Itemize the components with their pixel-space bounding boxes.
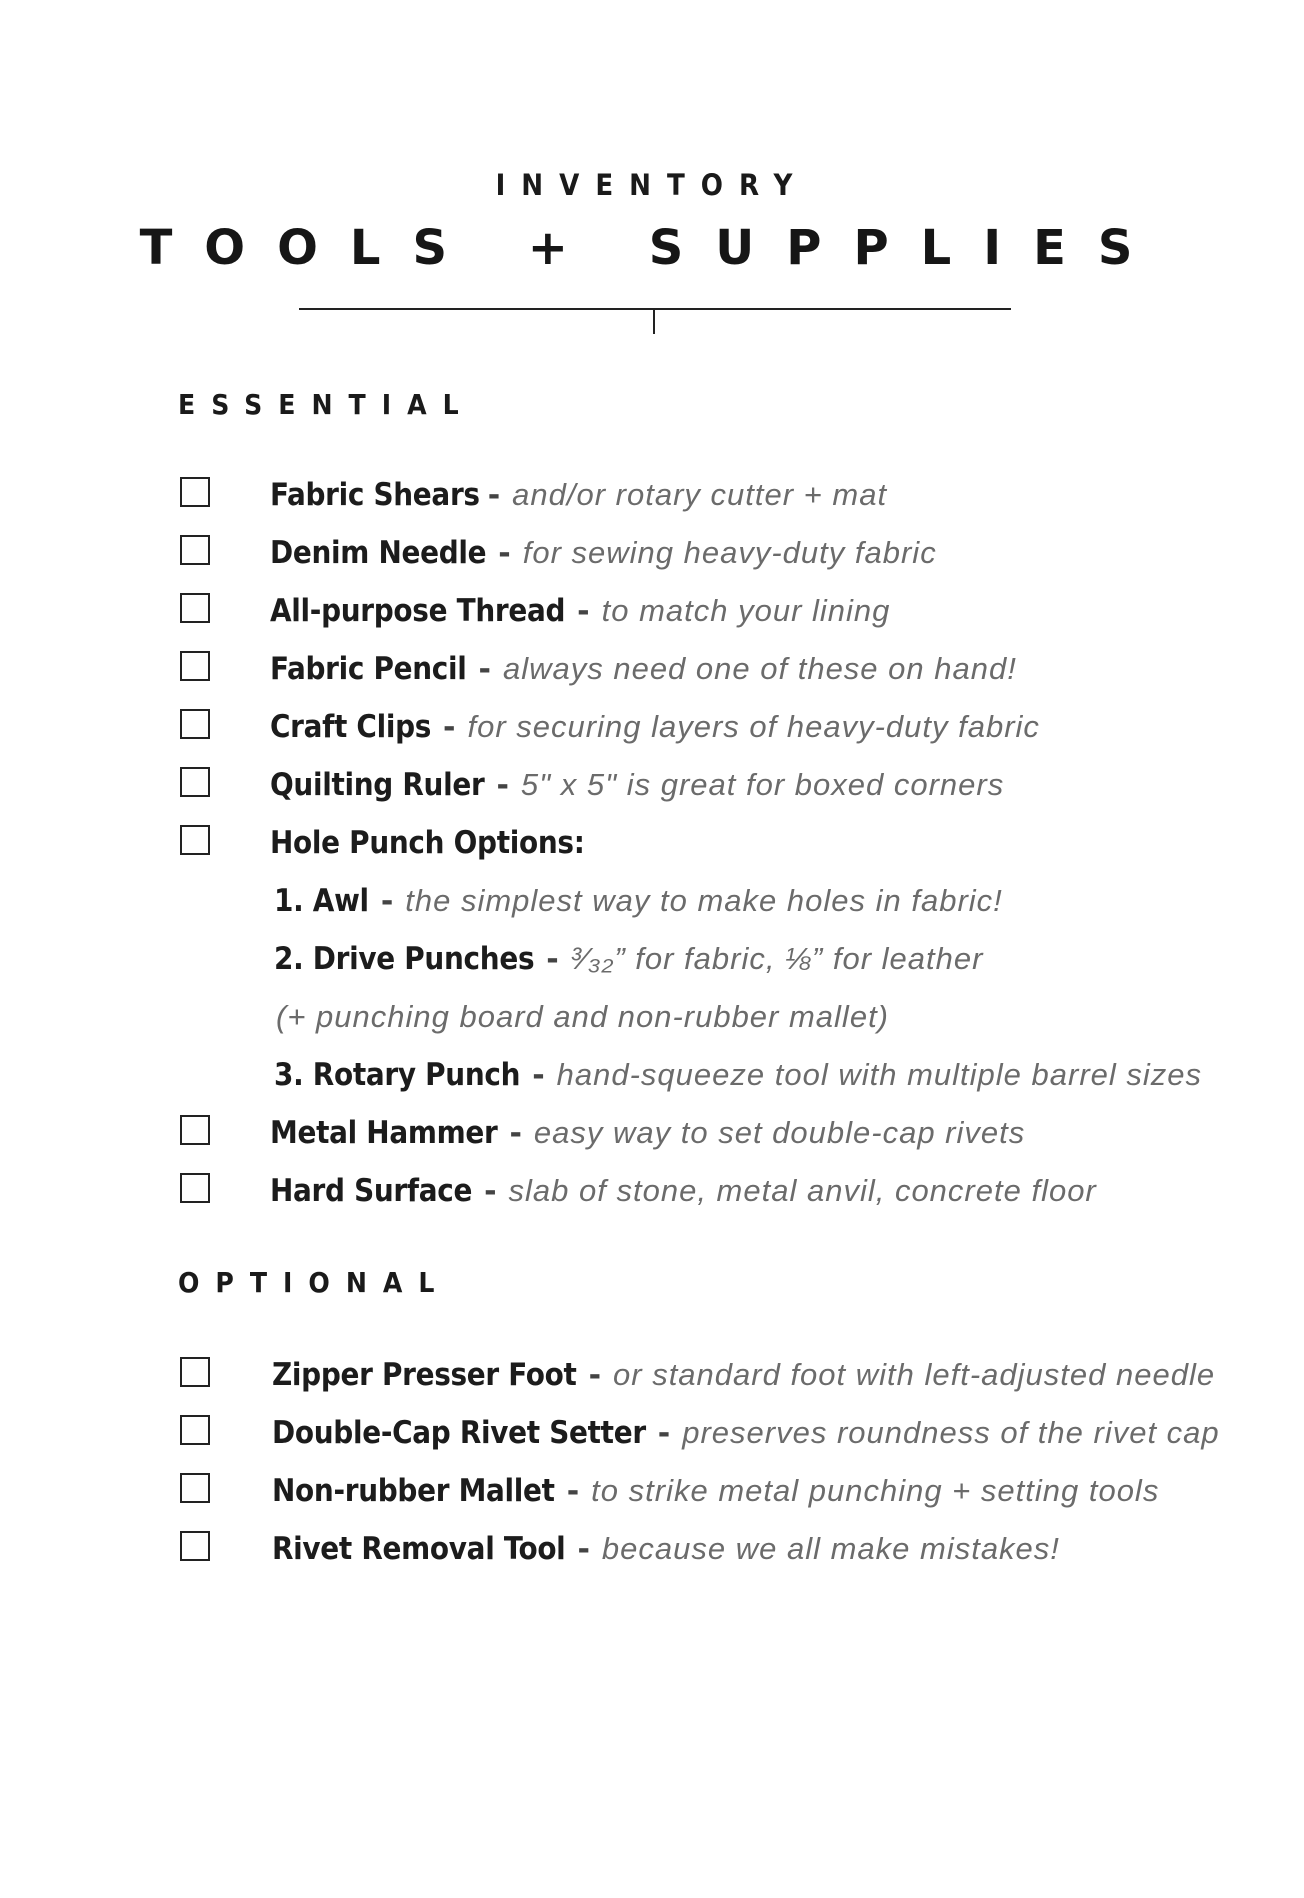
item-description: to match your lining bbox=[601, 593, 891, 628]
sub-item bbox=[0, 1054, 1304, 1106]
item-name: Metal Hammer bbox=[270, 1115, 498, 1151]
item-text bbox=[270, 474, 887, 516]
item-text bbox=[274, 938, 983, 980]
checkbox[interactable] bbox=[180, 1415, 210, 1445]
checkbox[interactable] bbox=[180, 1173, 210, 1203]
checklist-item bbox=[0, 706, 1304, 758]
item-description: because we all make mistakes! bbox=[601, 1531, 1060, 1566]
item-separator: - bbox=[380, 884, 394, 919]
item-separator: - bbox=[509, 1116, 522, 1151]
item-name: Quilting Ruler bbox=[270, 767, 485, 803]
checkbox[interactable] bbox=[180, 1473, 210, 1503]
checkbox[interactable] bbox=[180, 651, 210, 681]
checkbox[interactable] bbox=[180, 1531, 210, 1561]
item-separator: - bbox=[443, 710, 456, 745]
item-name: Craft Clips bbox=[270, 709, 432, 745]
checkbox[interactable] bbox=[180, 477, 210, 507]
item-separator: - bbox=[577, 1532, 590, 1567]
item-separator: - bbox=[478, 652, 491, 687]
item-text bbox=[272, 1412, 1220, 1454]
checkbox[interactable] bbox=[180, 1115, 210, 1145]
item-description: for securing layers of heavy-duty fabric bbox=[467, 709, 1040, 744]
checkbox[interactable] bbox=[180, 1357, 210, 1387]
item-text bbox=[272, 1528, 1060, 1570]
title-divider-tick bbox=[653, 309, 655, 334]
section-heading-optional: OPTIONAL bbox=[178, 1266, 451, 1299]
item-name: 2. Drive Punches bbox=[274, 941, 535, 977]
item-name: Double-Cap Rivet Setter bbox=[272, 1415, 646, 1451]
item-text bbox=[276, 996, 889, 1037]
item-name: Non-rubber Mallet bbox=[272, 1473, 555, 1509]
item-description: for sewing heavy-duty fabric bbox=[522, 535, 937, 570]
item-text bbox=[274, 880, 1003, 922]
item-description: 5" x 5" is great for boxed corners bbox=[520, 767, 1005, 802]
item-name: All-purpose Thread bbox=[270, 593, 566, 629]
checklist-item bbox=[0, 648, 1304, 700]
section-heading-essential: ESSENTIAL bbox=[178, 388, 475, 421]
checkbox[interactable] bbox=[180, 535, 210, 565]
item-name: Hole Punch Options: bbox=[270, 825, 585, 861]
title-divider bbox=[299, 308, 1011, 310]
checklist-item bbox=[0, 532, 1304, 584]
item-text bbox=[270, 1170, 1097, 1212]
item-separator: - bbox=[657, 1416, 671, 1451]
checklist-item bbox=[0, 474, 1304, 526]
item-separator: - bbox=[588, 1358, 602, 1393]
item-description: hand-squeeze tool with multiple barrel sizes bbox=[556, 1057, 1203, 1092]
item-description: (+ punching board and non-rubber mallet) bbox=[276, 999, 890, 1034]
checklist-item bbox=[0, 1112, 1304, 1164]
item-separator: - bbox=[484, 1174, 497, 1209]
item-separator: - bbox=[498, 536, 511, 571]
checkbox[interactable] bbox=[180, 767, 210, 797]
item-description: slab of stone, metal anvil, concrete floor bbox=[508, 1173, 1097, 1208]
item-separator: - bbox=[496, 768, 509, 803]
item-name: Fabric Pencil bbox=[270, 651, 467, 687]
sub-item-note bbox=[0, 996, 1304, 1048]
item-separator: - bbox=[566, 1474, 580, 1509]
item-separator: - bbox=[487, 478, 501, 513]
item-name: Fabric Shears bbox=[270, 477, 480, 513]
item-name: Rivet Removal Tool bbox=[272, 1531, 566, 1567]
item-text bbox=[274, 1054, 1202, 1096]
item-name: Zipper Presser Foot bbox=[272, 1357, 577, 1393]
checklist-item bbox=[0, 1528, 1304, 1580]
item-description: always need one of these on hand! bbox=[502, 651, 1017, 686]
sub-item bbox=[0, 880, 1304, 932]
item-text bbox=[270, 590, 890, 632]
item-text bbox=[272, 1470, 1159, 1512]
item-text bbox=[270, 764, 1004, 806]
item-description: and/or rotary cutter + mat bbox=[512, 477, 888, 512]
item-text bbox=[270, 1112, 1025, 1154]
item-name: Denim Needle bbox=[270, 535, 487, 571]
checklist-item bbox=[0, 1412, 1304, 1464]
item-text bbox=[270, 822, 585, 863]
checklist-item bbox=[0, 1470, 1304, 1522]
checkbox[interactable] bbox=[180, 825, 210, 855]
checklist-item bbox=[0, 1354, 1304, 1406]
page-title: TOOLS + SUPPLIES bbox=[139, 220, 1165, 276]
item-separator: - bbox=[546, 942, 559, 977]
item-description: easy way to set double-cap rivets bbox=[533, 1115, 1026, 1150]
checklist-item bbox=[0, 764, 1304, 816]
item-text bbox=[272, 1354, 1215, 1396]
item-text bbox=[270, 532, 937, 574]
item-name: Hard Surface bbox=[270, 1173, 473, 1209]
checklist-item bbox=[0, 822, 1304, 874]
item-description: to strike metal punching + setting tools bbox=[591, 1473, 1160, 1508]
checklist-item bbox=[0, 1170, 1304, 1222]
checkbox[interactable] bbox=[180, 709, 210, 739]
sub-item bbox=[0, 938, 1304, 990]
item-separator: - bbox=[532, 1058, 545, 1093]
checklist-item bbox=[0, 590, 1304, 642]
item-description: ³⁄₃₂” for fabric, ⅛” for leather bbox=[570, 941, 984, 976]
item-description: the simplest way to make holes in fabric! bbox=[405, 883, 1003, 918]
item-description: preserves roundness of the rivet cap bbox=[682, 1415, 1220, 1450]
item-separator: - bbox=[577, 594, 590, 629]
item-text bbox=[270, 648, 1017, 690]
page-kicker: INVENTORY bbox=[495, 168, 809, 202]
item-text bbox=[270, 706, 1040, 748]
item-description: or standard foot with left-adjusted needle bbox=[613, 1357, 1216, 1392]
item-name: 3. Rotary Punch bbox=[274, 1057, 521, 1093]
checkbox[interactable] bbox=[180, 593, 210, 623]
item-name: 1. Awl bbox=[274, 883, 369, 919]
